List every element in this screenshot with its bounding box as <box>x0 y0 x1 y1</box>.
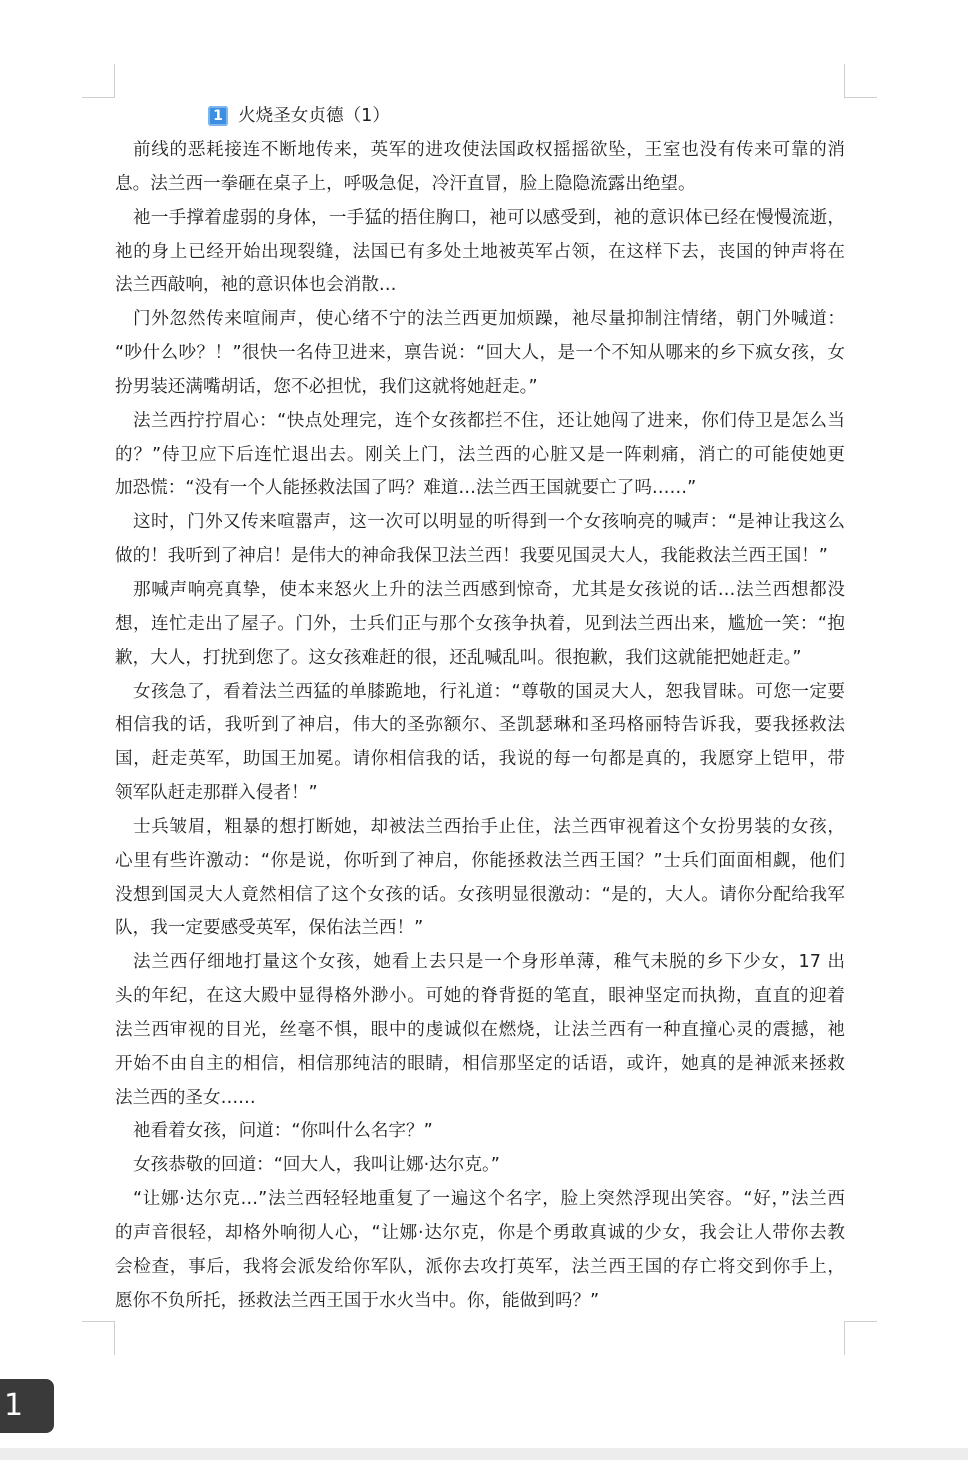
text-line: 法兰西审视的目光，丝毫不惧，眼中的虔诚似在燃烧，让法兰西有一种直撞心灵的震撼，祂 <box>115 1019 845 1040</box>
paragraph <box>115 202 845 304</box>
paragraph <box>115 1149 845 1183</box>
text-line: 法兰西仔细地打量这个女孩，她看上去只是一个身形单薄，稚气未脱的乡下少女，17 出 <box>133 952 845 973</box>
text-line: 做的！我听到了神启！是伟大的神命我保卫法兰西！我要见国灵大人，我能救法兰西王国！” <box>115 546 828 567</box>
paragraph <box>115 134 845 202</box>
text-line: “吵什么吵？！”很快一名侍卫进来，禀告说：“回大人，是一个不知从哪来的乡下疯女孩，女 <box>115 343 845 364</box>
text-line: 的？”侍卫应下后连忙退出去。刚关上门，法兰西的心脏又是一阵刺痛，消亡的可能使她更 <box>115 444 845 465</box>
text-line: 法兰西敲响，祂的意识体也会消散… <box>115 275 397 296</box>
paragraph <box>115 811 845 946</box>
text-line: 头的年纪，在这大殿中显得格外渺小。可她的脊背挺的笔直，眼神坚定而执拗，直直的迎着 <box>115 986 845 1007</box>
text-line: 门外忽然传来喧闹声，使心绪不宁的法兰西更加烦躁，祂尽量抑制注情绪，朝门外喊道： <box>133 309 845 330</box>
page-number-indicator[interactable]: 1 <box>0 1379 54 1433</box>
paragraph <box>115 1115 845 1149</box>
text-line: 扮男装还满嘴胡话，您不必担忧，我们这就将她赶走。” <box>115 376 538 397</box>
text-line: 愿你不负所托，拯救法兰西王国于水火当中。你，能做到吗？” <box>115 1290 600 1311</box>
paragraph <box>115 574 845 676</box>
paragraph <box>115 1183 845 1318</box>
text-line: 祂看着女孩，问道：“你叫什么名字？” <box>133 1121 433 1142</box>
text-line: 领军队赶走那群入侵者！” <box>115 783 318 804</box>
text-line: 法兰西的圣女…… <box>115 1087 256 1108</box>
text-line: 队，我一定要感受英军，保佑法兰西！” <box>115 918 424 939</box>
text-line: 会检查，事后，我将会派发给你军队，派你去攻打英军，法兰西王国的存亡将交到你手上， <box>115 1256 845 1277</box>
chapter-title: 火烧圣女贞德（1） <box>238 106 390 126</box>
text-line: 女孩急了，看着法兰西猛的单膝跪地，行礼道：“尊敬的国灵大人，恕我冒昧。可您一定要 <box>133 681 845 702</box>
crop-mark-bottom-left <box>82 1321 115 1355</box>
text-line: 歉，大人，打扰到您了。这女孩难赶的很，还乱喊乱叫。很抱歉，我们这就能把她赶走。” <box>115 647 802 668</box>
chapter-heading <box>115 101 845 131</box>
text-line: 这时，门外又传来喧嚣声，这一次可以明显的听得到一个女孩响亮的喊声：“是神让我这么 <box>133 512 845 533</box>
text-line: 息。法兰西一拳砸在桌子上，呼吸急促，冷汗直冒，脸上隐隐流露出绝望。 <box>115 173 696 194</box>
text-line: 前线的恶耗接连不断地传来，英军的进攻使法国政权摇摇欲坠，王室也没有传来可靠的消 <box>133 140 845 160</box>
text-line: 想，连忙走出了屋子。门外，士兵们正与那个女孩争执着，见到法兰西出来，尴尬一笑：“抱 <box>115 613 845 634</box>
text-line: 法兰西拧拧眉心：“快点处理完，连个女孩都拦不住，还让她闯了进来，你们侍卫是怎么当 <box>133 410 845 431</box>
text-line: 的声音很轻，却格外响彻人心，“让娜·达尔克，你是个勇敢真诚的少女，我会让人带你去教 <box>115 1223 845 1243</box>
bottom-bar <box>0 1448 968 1460</box>
text-line: 那喊声响亮真挚，使本来怒火上升的法兰西感到惊奇，尤其是女孩说的话…法兰西想都没 <box>133 579 845 600</box>
paragraph <box>115 676 845 811</box>
text-line: 祂一手撑着虚弱的身体，一手猛的捂住胸口，祂可以感受到，祂的意识体已经在慢慢流逝， <box>133 207 845 228</box>
text-line: 加恐慌：“没有一个人能拯救法国了吗？难道…法兰西王国就要亡了吗……” <box>115 478 697 499</box>
paragraph <box>115 405 845 507</box>
text-line: 心里有些许激动：“你是说，你听到了神启，你能拯救法兰西王国？”士兵们面面相觑，他们 <box>115 850 845 871</box>
text-line: “让娜·达尔克…”法兰西轻轻地重复了一遍这个名字，脸上突然浮现出笑容。“好，”法兰西 <box>133 1189 845 1210</box>
crop-mark-top-left <box>82 64 115 98</box>
text-line: 祂的身上已经开始出现裂缝，法国已有多处土地被英军占领，在这样下去，丧国的钟声将在 <box>115 241 845 262</box>
crop-mark-top-right <box>844 64 877 98</box>
paragraph <box>115 946 845 1115</box>
keycap-one-icon: 1 <box>208 106 228 126</box>
paragraph <box>115 303 845 405</box>
text-line: 没想到国灵大人竟然相信了这个女孩的话。女孩明显很激动：“是的，大人。请你分配给我军 <box>115 884 845 905</box>
text-line: 士兵皱眉，粗暴的想打断她，却被法兰西抬手止住，法兰西审视着这个女扮男装的女孩， <box>133 816 845 837</box>
text-line: 相信我的话，我听到了神启，伟大的圣弥额尔、圣凯瑟琳和圣玛格丽特告诉我，要我拯救法 <box>115 715 845 736</box>
document-body[interactable] <box>115 101 845 1319</box>
paragraph-list <box>115 134 845 1319</box>
paragraph <box>115 506 845 574</box>
text-line: 国，赶走英军，助国王加冕。请你相信我的话，我说的每一句都是真的，我愿穿上铠甲，带 <box>115 749 845 770</box>
text-line: 女孩恭敬的回道：“回大人，我叫让娜·达尔克。” <box>133 1155 500 1176</box>
text-line: 开始不由自主的相信，相信那纯洁的眼睛，相信那坚定的话语，或许，她真的是神派来拯救 <box>115 1053 845 1074</box>
crop-mark-bottom-right <box>844 1321 877 1355</box>
